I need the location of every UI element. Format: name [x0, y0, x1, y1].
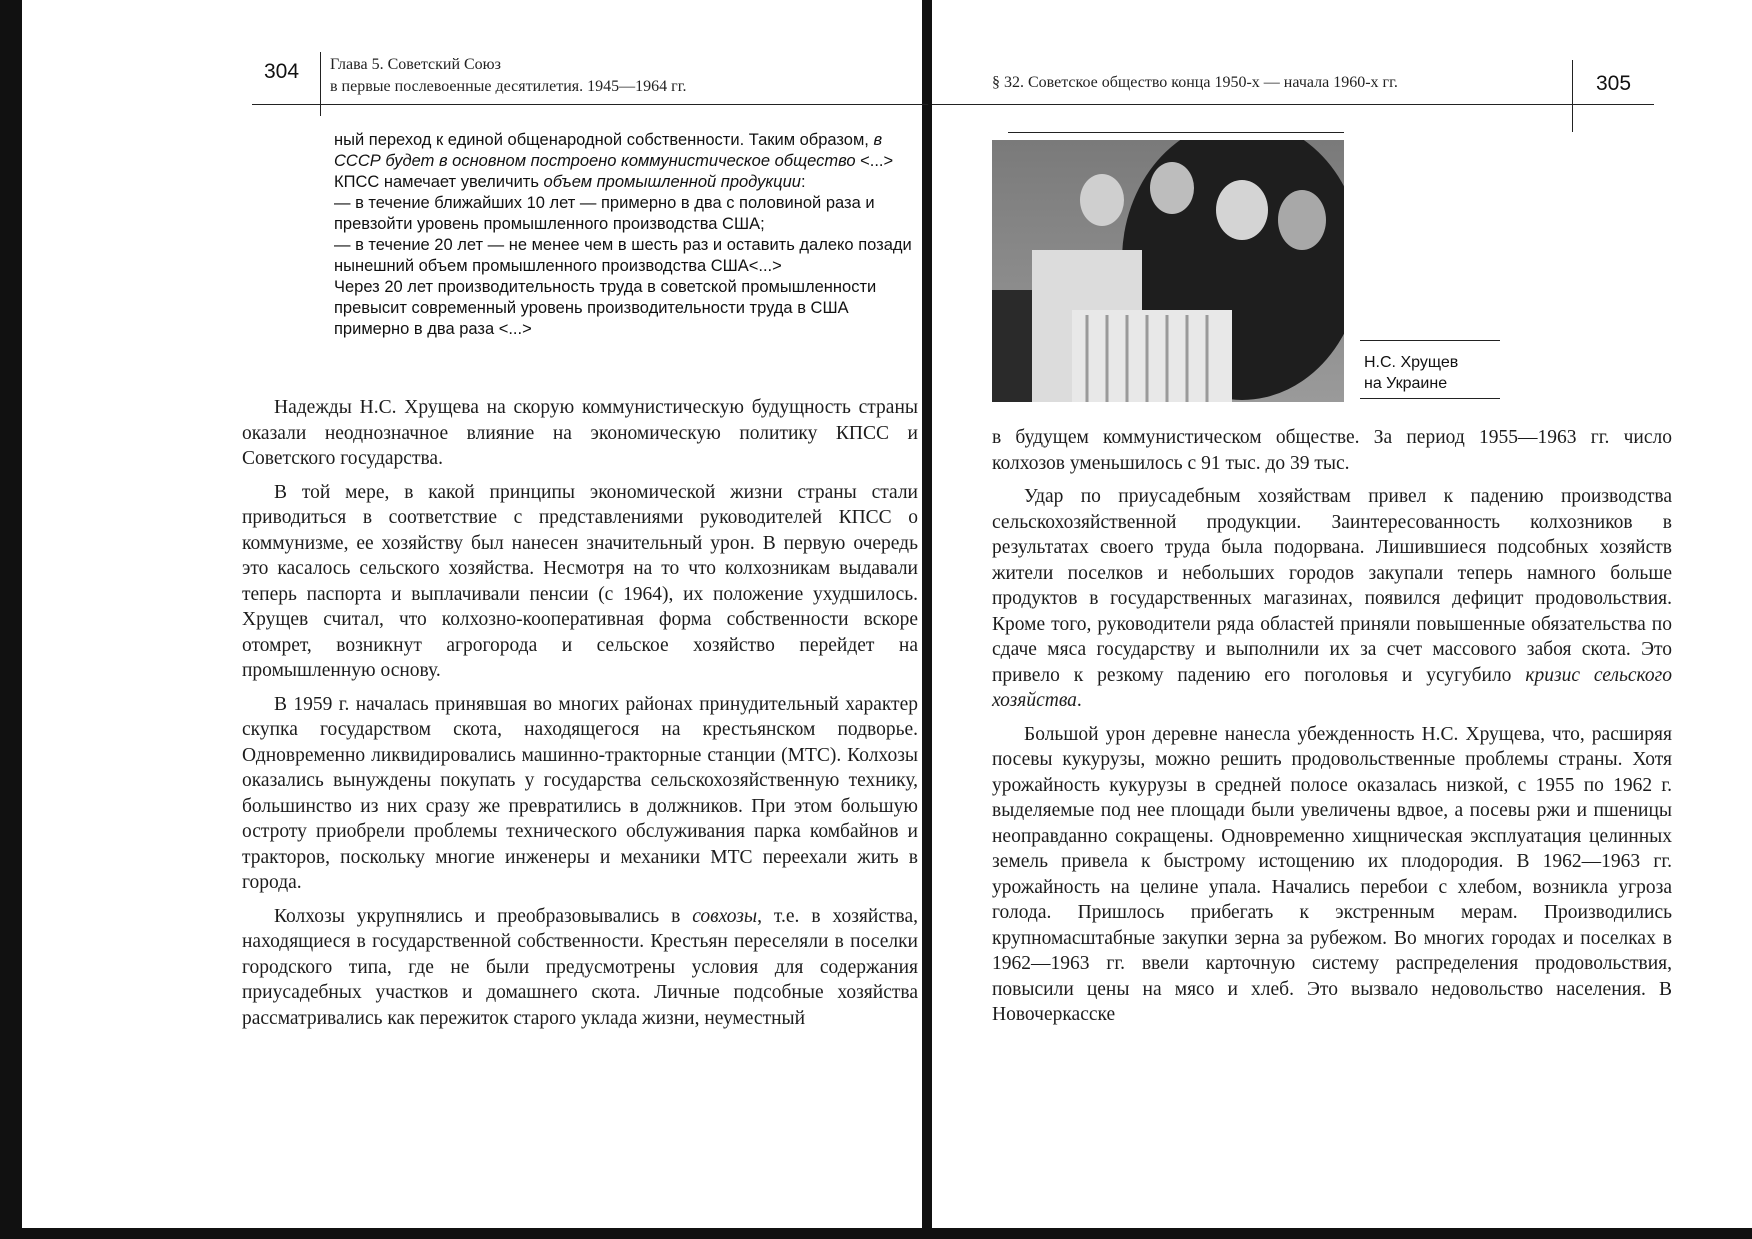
body-paragraph: В 1959 г. началась принявшая во многих районах принудительный характер скупка государством скота, находящегося на крестьянском подворье. Одновременно ликвидировались машинно-тракторные станции (МТС). Колхозы оказались вынуждены покупать у государства сельскохозяйственную технику, большинство из них сразу же превратились в должников. При этом большую остроту приобрели проблемы технического обслуживания парка комбайнов и тракторов, поскольку многие инженеры и механики МТС переехали жить в города. [242, 693, 918, 893]
running-head-line1: Глава 5. Советский Союз [330, 56, 501, 73]
header-vertical-rule [1572, 60, 1573, 132]
scan-left-edge [0, 0, 22, 1239]
header-rule [252, 104, 928, 105]
quote-paragraph: КПСС намечает увеличить объем промышленной продукции: [334, 173, 806, 191]
quote-paragraph: — в течение 20 лет — не менее чем в шесть раз и оставить далеко позади нынешний объем промышленного производства США<...> [334, 236, 912, 275]
page-number: 304 [264, 60, 300, 83]
photo-caption [1364, 352, 1564, 394]
body-paragraph: Надежды Н.С. Хрущева на скорую коммунистическую будущность страны оказали неоднозначное влияние на экономическую политику КПСС и Советского государства. [242, 397, 918, 469]
scan-bottom-edge [0, 1228, 1752, 1239]
khrushchev-photo [992, 140, 1344, 402]
caption-top-rule [1360, 340, 1500, 341]
right-body-text [992, 425, 1672, 1036]
left-body-text [242, 395, 918, 1039]
caption-line: Н.С. Хрущев [1364, 354, 1459, 371]
header-rule [932, 104, 1654, 105]
document-quote [334, 130, 924, 340]
quote-paragraph: Через 20 лет производительность труда в советской промышленности превысит современный уровень производительности труда в США примерно в два раза <...> [334, 278, 877, 338]
running-head-line2: в первые послевоенные десятилетия. 1945—1964 гг. [330, 78, 687, 95]
running-head [330, 54, 850, 98]
page-number: 305 [1596, 72, 1632, 95]
running-head: § 32. Советское общество конца 1950-х — начала 1960-х гг. [992, 74, 1398, 91]
photo-top-rule [1008, 132, 1344, 133]
photo-image [992, 140, 1344, 402]
body-paragraph: Большой урон деревне нанесла убежденность Н.С. Хрущева, что, расширяя посевы кукурузы, можно решить продовольственные проблемы страны. Хотя урожайность кукурузы в средней полосе оказалась низкой, с 1955 по 1962 г. выделяемые под нее площади были увеличены вдвое, а посевы ржи и пшеницы неоправданно сокращены. Одновременно хищническая эксплуатация целинных земель привела к быстрому истощению их плодородия. В 1962—1963 гг. урожайность на целине упала. Начались перебои с хлебом, возникла угроза голода. Пришлось прибегать к экстренным мерам. Производились крупномасштабные закупки зерна за рубежом. Во многих городах и поселках в 1962—1963 гг. ввели карточную систему распределения продовольствия, повысили цены на мясо и хлеб. Это вызвало недовольство населения. В Новочеркасске [992, 723, 1672, 1025]
body-paragraph: Удар по приусадебным хозяйствам привел к падению производства сельскохозяйственной продукции. Заинтересованность колхозников в результатах своего труда была подорвана. Лишившиеся подсобных хозяйств жители поселков и небольших городов закупали теперь намного больше продуктов в государственных магазинах, появился дефицит продовольствия. Кроме того, руководители ряда областей приняли повышенные обязательства по сдаче мяса государству и выполнили их за счет массового забоя скота. Это привело к резкому падению его поголовья и усугубило кризис сельского хозяйства. [992, 486, 1672, 711]
body-paragraph: Колхозы укрупнялись и преобразовывались в совхозы, т.е. в хозяйства, находящиеся в государственной собственности. Крестьян переселяли в поселки городского типа, где не были предусмотрены условия для содержания приусадебных участков и домашнего скота. Личные подсобные хозяйства рассматривались как пережиток старого уклада жизни, неуместный [242, 905, 918, 1029]
quote-paragraph: — в течение ближайших 10 лет — примерно в два с половиной раза и превзойти уровень промышленного производства США; [334, 194, 875, 233]
caption-bottom-rule [1360, 398, 1500, 399]
right-page [932, 0, 1752, 1228]
left-page [22, 0, 922, 1228]
quote-paragraph: ный переход к единой общенародной собственности. Таким образом, в СССР будет в основном построено коммунистическое общество <...> [334, 131, 894, 170]
caption-line: на Украине [1364, 375, 1448, 392]
body-paragraph: В той мере, в какой принципы экономической жизни страны стали приводиться в соответствие с представлениями руководителей КПСС о коммунизме, ее хозяйству был нанесен значительный урон. В первую очередь это касалось сельского хозяйства. Несмотря на то что колхозникам выдавали теперь паспорта и выплачивали пенсии (с 1964), их положение ухудшилось. Хрущев считал, что колхозно-кооперативная форма собственности вскоре отомрет, возникнут агрогорода и сельское хозяйство перейдет на промышленную основу. [242, 481, 918, 681]
header-vertical-rule [320, 52, 321, 116]
body-paragraph: в будущем коммунистическом обществе. За период 1955—1963 гг. число колхозов уменьшилось с 91 тыс. до 39 тыс. [992, 427, 1672, 474]
